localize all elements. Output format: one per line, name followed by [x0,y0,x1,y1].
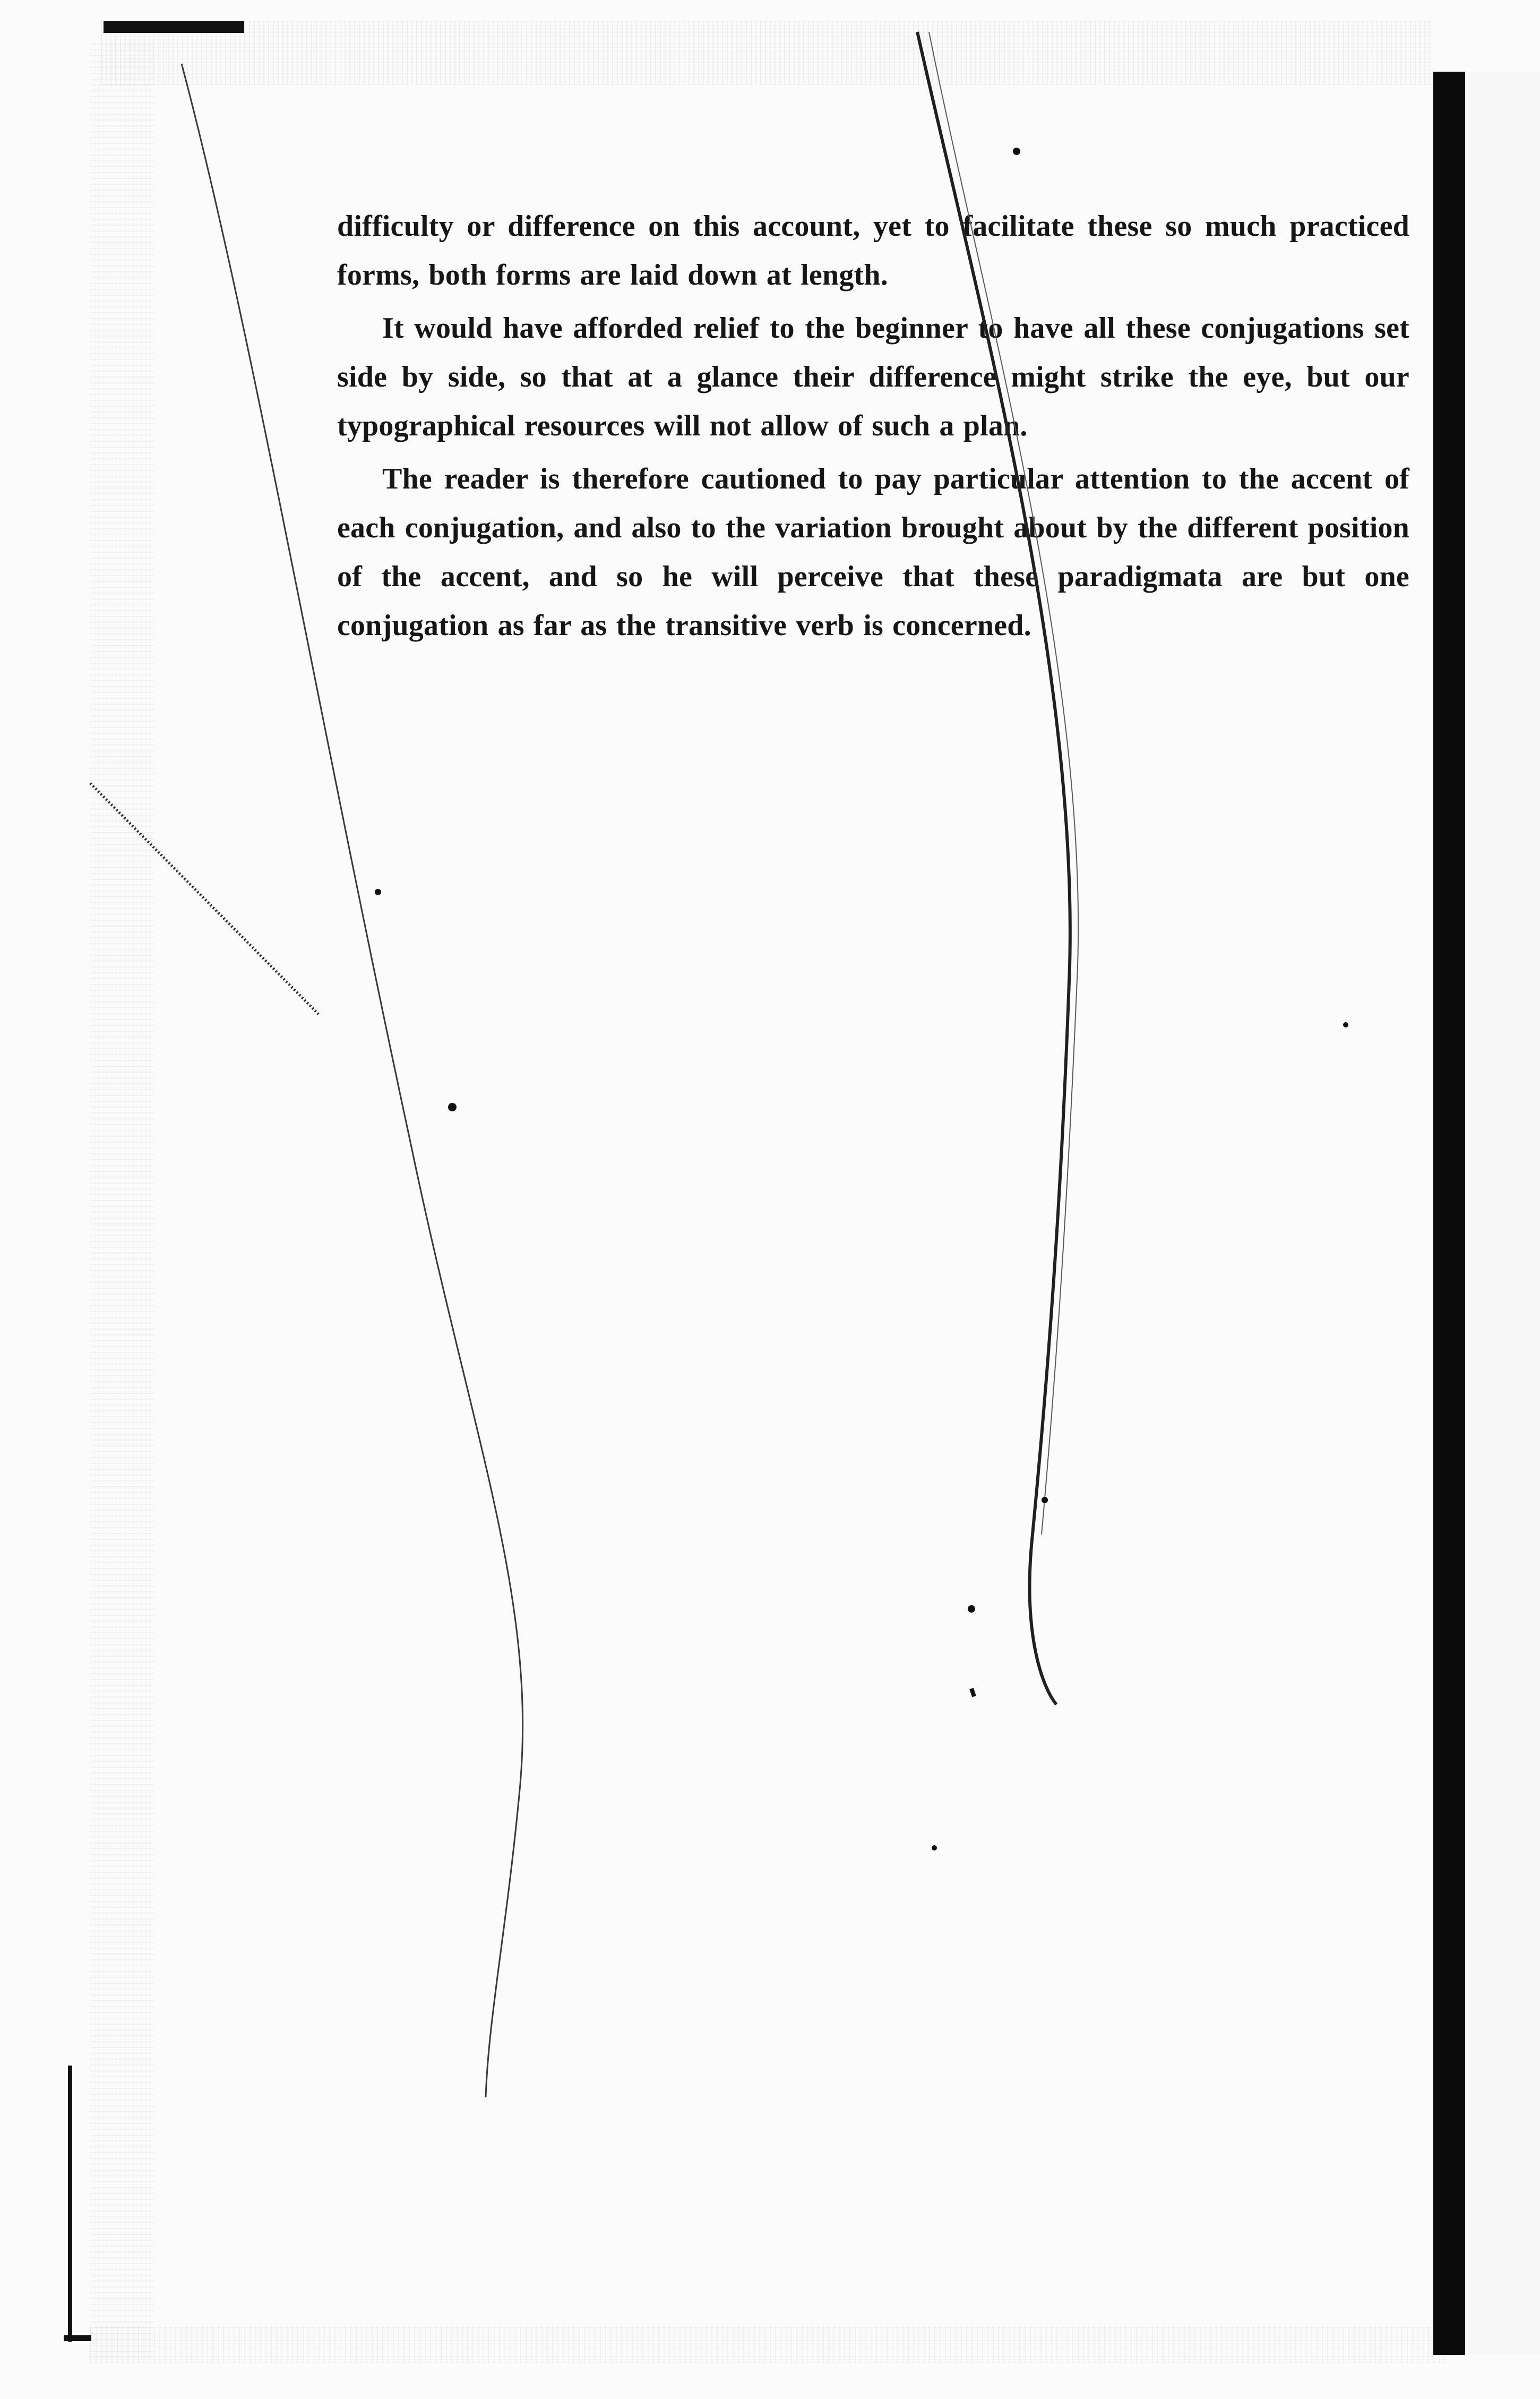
paragraph-1: difficulty or difference on this account, yet to facilitate these so much practiced forms, both forms are laid down at length. [337,210,1409,292]
ink-dot [448,1103,457,1111]
ink-dot [375,889,381,895]
left-binding-mark [68,2066,72,2342]
ink-dot [1042,1497,1048,1503]
ink-dot [1013,148,1020,155]
bottom-scan-noise [90,2326,1449,2363]
left-scan-noise [90,42,154,2358]
right-dark-page-edge [1433,72,1465,2355]
facing-page-strip [1465,72,1540,2355]
top-left-dark-mark [104,21,244,33]
paragraph-3: The reader is therefore cautioned to pay particular attention to the accent of each conjugation, and also to the variation brought about by the different position of the accent, and so he will perceive that these paradigmata are but one conjugation as far as the transitive verb is concerned. [337,462,1409,642]
ink-dot [971,1689,974,1697]
ink-dot [932,1845,937,1850]
top-scan-noise [101,21,1433,85]
left-binding-mark-base [64,2335,91,2341]
document-body-text [337,202,1409,650]
paragraph-2: It would have afforded relief to the beginner to have all these conjugations set side by side, so that at a glance their difference might strike the eye, but our typographical resources will not allow of such a plan. [337,312,1409,442]
ink-dot [1343,1022,1348,1027]
ink-dot [968,1605,975,1613]
